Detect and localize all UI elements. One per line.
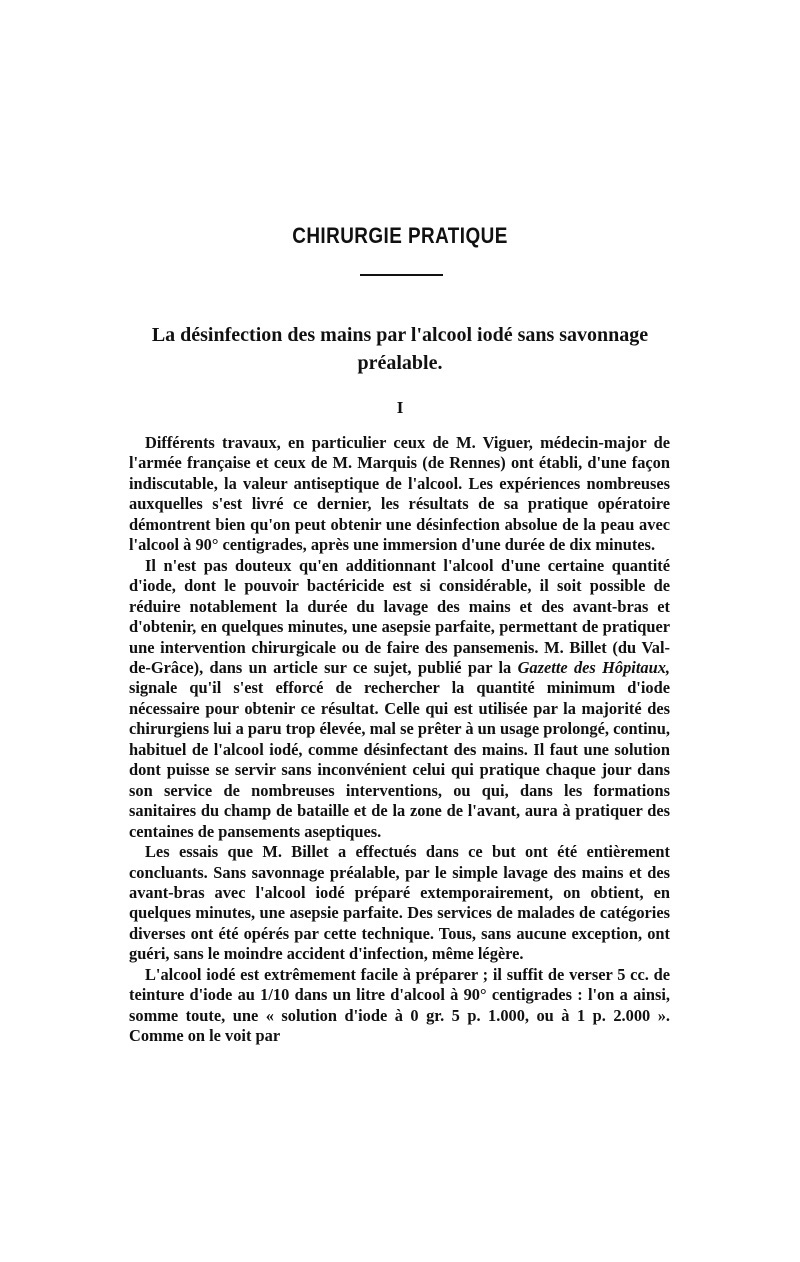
paragraph-text: L'alcool iodé est extrêmement facile à préparer ; il suffit de verser 5 cc. de teinture d'iode au 1/10 dans un litre d'alcool à 90° centigrades : l'on a ainsi, somme toute, une « solution d'iode à 0 gr. 5 p. 1.000, ou à 1 p. 2.000 ». Comme on le voit par <box>129 964 670 1046</box>
paragraph-text: Il n'est pas douteux qu'en additionnant l'alcool d'une certaine quantité d'iode, dont le pouvoir bactéricide est si considérable, il soit possible de réduire notablement la durée du lavage des mains et des avant-bras et d'obtenir, en quelques minutes, une asepsie parfaite, permettant de pratiquer une intervention chirurgicale ou de faire des pansemenis. M. Billet (du Val-de-Grâce), dans un article sur ce sujet, publié par la <box>129 555 670 677</box>
article-body <box>129 433 670 1047</box>
paragraph-text: signale qu'il s'est efforcé de rechercher la quantité minimum d'iode nécessaire pour obtenir ce résultat. Celle qui est utilisée par la majorité des chirurgiens lui a paru trop élevée, mal se prêter à un usage prolongé, continu, habituel de l'alcool iodé, comme désinfectant des mains. Il faut une solution dont puisse se servir sans inconvénient celui qui pratique chaque jour dans son service de nombreuses interventions, ou qui, dans les formations sanitaires du champ de bataille et de la zone de l'avant, aura à pratiquer des centaines de pansements aseptiques. <box>129 678 670 841</box>
paragraph-2 <box>129 556 670 842</box>
paragraph-text: Différents travaux, en particulier ceux de M. Viguer, médecin-major de l'armée française et ceux de M. Marquis (de Rennes) ont établi, d'une façon indiscutable, la valeur antiseptique de l'alcool. Les expériences nombreuses auxquelles s'est livré ce dernier, les résultats de sa pratique opératoire démontrent bien qu'on peut obtenir une désinfection absolue de la peau avec l'alcool à 90° centigrades, après une immersion d'une durée de dix minutes. <box>129 433 670 555</box>
title-divider <box>360 274 443 276</box>
section-title: CHIRURGIE PRATIQUE <box>292 223 508 248</box>
journal-title: Gazette des Hôpitaux, <box>517 657 670 677</box>
paragraph-text: Les essais que M. Billet a effectués dans ce but ont été entièrement concluants. Sans savonnage préalable, par le simple lavage des mains et des avant-bras avec l'alcool iodé préparé extemporairement, on obtient, en quelques minutes, une asepsie parfaite. Des services de malades de catégories diverses ont été opérés par cette technique. Tous, sans aucune exception, ont guéri, sans le moindre accident d'infection, même légère. <box>129 842 670 964</box>
paragraph-3 <box>129 842 670 965</box>
paragraph-1 <box>129 433 670 556</box>
article-title: La désinfection des mains par l'alcool iodé sans savonnage préalable. <box>151 324 649 374</box>
paragraph-4 <box>129 965 670 1047</box>
part-numeral: I <box>396 398 404 417</box>
